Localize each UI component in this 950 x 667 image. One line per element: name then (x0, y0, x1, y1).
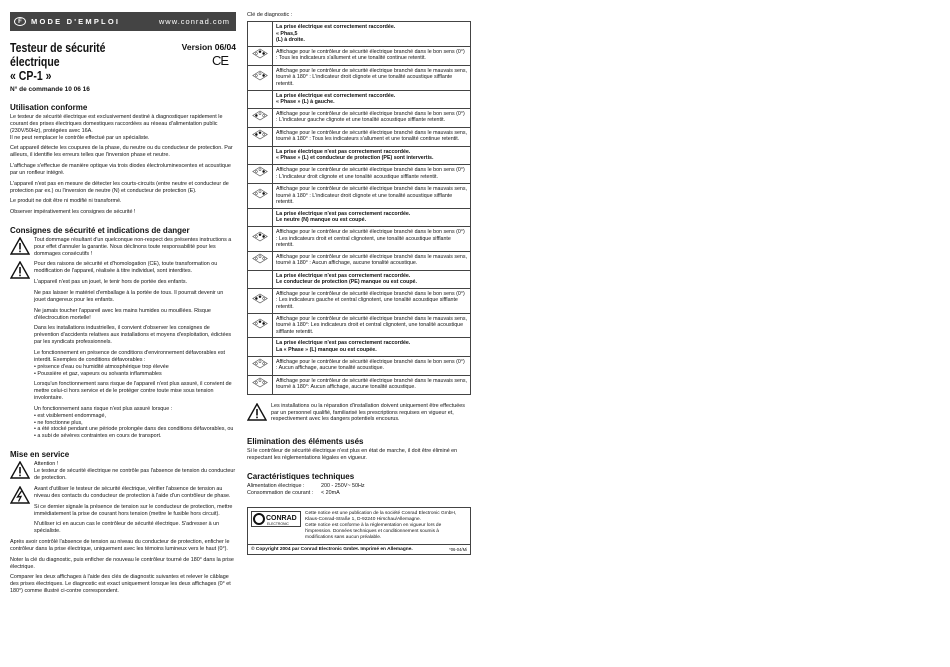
socket-diagram-icon (251, 252, 269, 265)
specs-heading: Caractéristiques techniques (247, 471, 355, 481)
safety-paragraph: Ne jamais toucher l'appareil avec les mains humides ou mouillées. Risque d'électrocution mortelle! (34, 307, 211, 321)
left-column (10, 12, 236, 599)
diagnostic-row: Affichage pour le contrôleur de sécurité électrique branché dans le mauvais sens, tourné à 180° : L'indicateur droit clignote et une tonalité acoustique sifflante retentit. (248, 183, 471, 208)
diagnostic-row: Affichage pour le contrôleur de sécurité électrique branché dans le bon sens (0°) : Les indicateurs droit et central clignotent, une tonalité acoustique sifflante retentit. (248, 226, 471, 251)
electric-hazard-icon (10, 486, 30, 504)
led-off (259, 72, 261, 74)
svg-text:ELECTRONIC: ELECTRONIC (267, 521, 289, 526)
usage-heading: Utilisation conforme (10, 103, 88, 112)
spec-row: Consommation de courant : < 20mA (247, 489, 340, 496)
diagnostic-row: Affichage pour le contrôleur de sécurité électrique branché dans le bon sens (0°) : Tous les indicateurs s'allument et une tonalité continue retentit. (248, 46, 471, 65)
led-off (259, 169, 261, 171)
service-paragraph: Après avoir contrôlé l'absence de tension au niveau du conducteur de protection, enficher le contrôleur dans la prise électrique, uniquement avec les témoins lumineux vers le haut (0°). (10, 539, 230, 552)
led-off (263, 297, 265, 299)
language-badge: F (14, 17, 26, 26)
mode-label: MODE D'EMPLOI (31, 17, 121, 26)
warning-triangle-icon (10, 237, 30, 255)
socket-diagram-icon (251, 376, 269, 389)
diagnostic-row: Affichage pour le contrôleur de sécurité électrique branché dans le mauvais sens, tourné à 180°: Les indicateurs droit et central clignotent, une tonalité acoustique sifflante retentit. (248, 313, 471, 338)
document-title: Testeur de sécurité électrique « CP-1 » (10, 41, 106, 83)
warning-triangle-icon (247, 403, 267, 421)
ce-mark-icon: CE (211, 53, 228, 68)
socket-diagram-icon (251, 292, 269, 305)
led-on (263, 170, 265, 172)
diagnostic-row: Affichage pour le contrôleur de sécurité électrique branché dans le mauvais sens, tourné à 180° : L'indicateur droit clignote et une tonalité acoustique sifflante retentit. (248, 65, 471, 90)
warning-triangle-icon (10, 461, 30, 479)
led-on (259, 131, 261, 133)
diagnostic-table (247, 21, 471, 395)
header-bar (10, 12, 236, 31)
usage-paragraph: Le produit ne doit être ni modifié ni transformé. (10, 198, 122, 205)
led-on (255, 114, 257, 116)
disposal-text: Si le contrôleur de sécurité électrique n'est plus en état de marche, il doit être éliminé en respectant les réglementations légales en vigueur. (247, 448, 458, 462)
copyright: © Copyright 2004 par Conrad Electronic GmbH. Imprimé en Allemagne. (251, 546, 413, 552)
led-off (263, 133, 265, 135)
led-off (259, 190, 261, 192)
led-off (263, 381, 265, 383)
diagnostic-row: Affichage pour le contrôleur de sécurité électrique branché dans le bon sens (0°) : Les indicateurs gauche et central clignotent, une tonalité acoustique sifflante retentit. (248, 288, 471, 313)
socket-diagram-icon (251, 317, 269, 330)
socket-diagram-icon (251, 165, 269, 178)
imprint-publisher: Cette notice est une publication de la société Conrad Electronic GmbH, Klaus-Conrad-Straße 1, D-92240 Hirschau/Allemagne. (305, 510, 457, 522)
safety-paragraph: Lorsqu'un fonctionnement sans risque de l'appareil n'est plus assuré, il convient de mettre celui-ci hors service et de le protéger contre toute mise sous tension involontaire. (34, 381, 232, 402)
led-on (263, 74, 265, 76)
diagnostic-group-heading: La prise électrique n'est pas correctement raccordée. Le neutre (N) manque ou est coupé. (248, 208, 471, 226)
service-warning: Attention ! Le testeur de sécurité électrique ne contrôle pas l'absence de tension du conducteur de protection. (34, 461, 236, 482)
diagnostic-row: Affichage pour le contrôleur de sécurité électrique branché dans le mauvais sens, tourné à 180°: Aucun affichage, aucune tonalité acoustique. (248, 375, 471, 394)
socket-diagram-icon (251, 128, 269, 141)
print-code: *06-04/Mi (449, 546, 467, 552)
service-heading: Mise en service (10, 450, 70, 460)
socket-diagram-icon (251, 109, 269, 122)
usage-paragraph: L'appareil n'est pas en mesure de détecter les courts-circuits (entre neutre et conducteur de protection par ex.) ou l'inversion de neutre (N) et conducteur de protection (E). (10, 180, 229, 194)
led-off (263, 257, 265, 259)
led-off (259, 112, 261, 114)
order-number: N° de commande 10 06 16 (10, 86, 90, 93)
version-label: Version 06/04 (181, 42, 236, 52)
usage-paragraph: Cet appareil détecte les coupures de la phase, du neutre ou du conducteur de protection. Par ailleurs, il identifie les erreurs telles que l'inversion phase et neutre. (10, 145, 233, 159)
led-off (255, 170, 257, 172)
service-warning: Avant d'utiliser le testeur de sécurité électrique, vérifier l'absence de tension au niveau des contacts du conducteur de protection à l'aide d'un contrôleur de phase. (34, 485, 231, 499)
warning-triangle-icon (10, 261, 30, 279)
safety-paragraph: Ne pas laisser le matériel d'emballage à la portée de tous. Il pourrait devenir un jouet dangereux pour les enfants. (34, 290, 224, 303)
led-off (259, 255, 261, 257)
safety-heading: Consignes de sécurité et indications de danger (10, 225, 190, 235)
led-on (259, 295, 261, 297)
diagnostic-key-label: Clé de diagnostic : (247, 12, 293, 18)
led-off (255, 52, 257, 54)
service-paragraph: Si ce dernier signale la présence de tension sur le conducteur de protection, mettre immédiatement la prise de courant hors tension (mettre le fusible hors circuit). (34, 503, 233, 517)
website-url[interactable]: www.conrad.com (158, 17, 230, 26)
diagnostic-group-heading: La prise électrique n'est pas correctement raccordée. La « Phase » (L) manque ou est coupée. (248, 338, 471, 356)
led-off (263, 362, 265, 364)
led-off (259, 379, 261, 381)
led-off (255, 192, 257, 194)
led-on (259, 50, 261, 52)
led-off (255, 381, 257, 383)
specs-list (247, 483, 471, 497)
diagnostic-group-heading: La prise électrique n'est pas correctement raccordée. « Phase » (L) et conducteur de protection (PE) sont intervertis. (248, 146, 471, 164)
conrad-logo (251, 511, 301, 527)
led-off (255, 74, 257, 76)
installation-warning: Les installations ou la réparation d'installation doivent uniquement être effectuées par un personnel qualifié, familiarisé les prescriptions requises en vigueur et, respectivement avec les dangers potentiels encourus. (271, 402, 465, 423)
service-paragraph: Noter la clé du diagnostic, puis enficher de nouveau le contrôleur tourné de 180° dans la prise électrique. (10, 556, 234, 570)
diagnostic-group-heading: La prise électrique est correctement raccordée. « Phas,5 (L) à droite. (248, 22, 471, 47)
safety-warning: Tout dommage résultant d'un quelconque non-respect des présentes instructions a pour effet d'annuler la garantie. Nous déclinons toute responsabilité pour les dommages consécutifs ! (34, 236, 232, 257)
svg-text:CONRAD: CONRAD (266, 514, 297, 522)
safety-paragraph: Un fonctionnement sans risque n'est plus assuré lorsque : • est visiblement endommagé, • ne fonctionne plus, • a été stocké pendant une période prolongée dans des conditions défavorables, ou • a subi de sévères contraintes en cours de transport. (34, 405, 234, 440)
socket-diagram-icon (251, 357, 269, 370)
diagnostic-group-heading: La prise électrique n'est pas correctement raccordée. Le conducteur de protection (PE) manque ou est coupé. (248, 270, 471, 288)
usage-paragraph: Le testeur de sécurité électrique est exclusivement destiné à diagnostiquer rapidement le courant des prises électriques domestiques raccordées au réseau d'alimentation public (230V/50Hz), protégées avec 16A. Il ne peut remplacer le contrôle effectué par un spécialiste. (10, 114, 223, 141)
title-row (10, 41, 236, 83)
socket-diagram-icon (251, 69, 269, 82)
safety-paragraph: Dans les installations industrielles, il convient d'observer les consignes de prévention d'accidents relatives aux installations et moyens d'exploitation, édictées par les syndicats professionnels. (34, 325, 232, 346)
safety-paragraph: Le fonctionnement en présence de conditions d'environnement défavorables est interdit. Exemples de conditions défavorables : • présence d'eau ou humidité atmosphérique trop élevée • Poussière et gaz, vapeurs ou solvants inflammables (34, 349, 226, 377)
socket-diagram-icon (251, 230, 269, 243)
socket-diagram-icon (251, 47, 269, 60)
diagnostic-row: Affichage pour le contrôleur de sécurité électrique branché dans le bon sens (0°) : Aucun affichage, aucune tonalité acoustique. (248, 356, 471, 375)
safety-warning: Pour des raisons de sécurité et d'homologation (CE), toute transformation ou modification de l'appareil, réalisée à titre individuel, sont interdites. (34, 261, 218, 275)
diagnostic-row: Affichage pour le contrôleur de sécurité électrique branché dans le bon sens (0°) : L'indicateur gauche clignote et une tonalité acoustique sifflante retentit. (248, 108, 471, 127)
imprint-box (247, 507, 471, 555)
led-on (263, 52, 265, 54)
socket-diagram-icon (251, 187, 269, 200)
right-column (247, 12, 471, 555)
spec-row: Alimentation électrique : 200 - 250V~ 50Hz (247, 482, 365, 489)
led-off (263, 114, 265, 116)
service-paragraph: Comparer les deux affichages à l'aide des clés de diagnostic suivantes et relever le câblage des prises électriques. Le diagnostic est exact uniquement lorsque les deux affichages (0° et 180°) comme illustré ci-contre correspondent. (10, 574, 231, 595)
usage-paragraph: Observer impérativement les consignes de sécurité ! (10, 208, 136, 215)
led-off (255, 235, 257, 237)
led-off (255, 257, 257, 259)
diagnostic-group-heading: La prise électrique est correctement raccordée. « Phase » (L) à gauche. (248, 90, 471, 108)
imprint-notice: Cette notice est conforme à la réglementation en vigueur lors de l'impression. Données techniques et conditionnement soumis à modifications sans aucun préalable. (305, 522, 442, 540)
led-on (263, 322, 265, 324)
led-on (263, 235, 265, 237)
diagnostic-row: Affichage pour le contrôleur de sécurité électrique branché dans le bon sens (0°) : L'indicateur droit clignote et une tonalité acoustique sifflante retentit. (248, 164, 471, 183)
led-on (255, 297, 257, 299)
led-on (259, 320, 261, 322)
led-off (255, 322, 257, 324)
service-paragraph: N'utiliser ici en aucun cas le contrôleur de sécurité électrique. S'adresser à un spécialiste. (34, 521, 220, 535)
diagnostic-row: Affichage pour le contrôleur de sécurité électrique branché dans le mauvais sens, tourné à 180° : Aucun affichage, aucune tonalité acoustique. (248, 251, 471, 270)
led-on (255, 133, 257, 135)
led-on (263, 192, 265, 194)
disposal-heading: Elimination des éléments usés (247, 437, 364, 447)
diagnostic-row: Affichage pour le contrôleur de sécurité électrique branché dans le mauvais sens, tourné à 180° : Tous les indicateurs s'allument et une tonalité continue retentit. (248, 127, 471, 146)
safety-paragraph: L'appareil n'est pas un jouet, le tenir hors de portée des enfants. (34, 279, 188, 286)
led-off (255, 362, 257, 364)
usage-paragraph: L'affichage s'effectue de manière optique via trois diodes électroluminescentes et acoustique par un ronfleur intégré. (10, 163, 231, 176)
led-on (259, 233, 261, 235)
led-off (259, 360, 261, 362)
